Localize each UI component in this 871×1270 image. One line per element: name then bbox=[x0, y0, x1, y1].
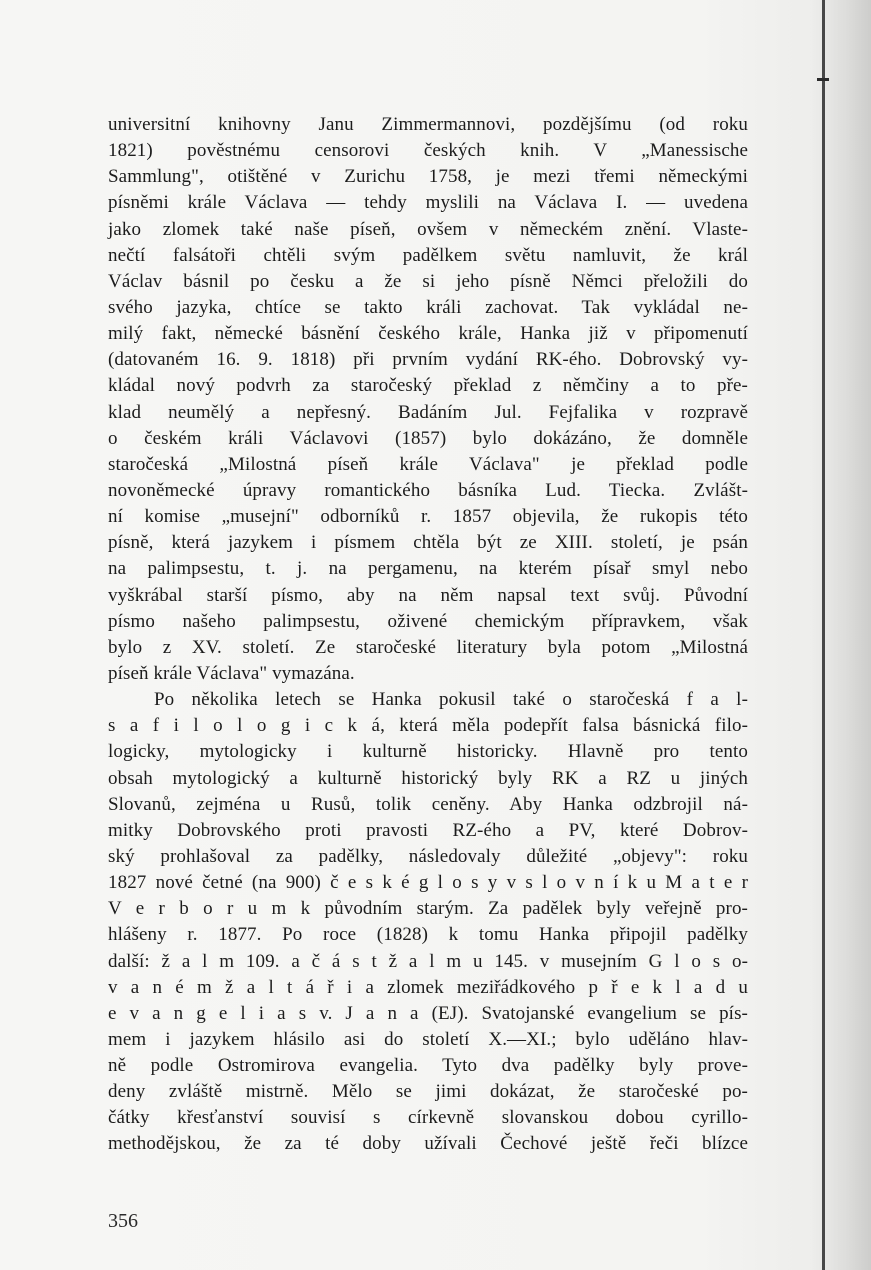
text-line: další: ž a l m 109. a č á s t ž a l m u 145. v musejním G l o s o- bbox=[108, 950, 748, 972]
text-line: 1827 nové četné (na 900) č e s k é g l o s y v s l o v n í k u M a t e r bbox=[108, 872, 748, 894]
text-line: obsah mytologický a kulturně historický byly RK a RZ u jiných bbox=[108, 767, 748, 789]
text-line: Sammlung", otištěné v Zurichu 1758, je mezi třemi německými bbox=[108, 166, 748, 188]
body-text bbox=[108, 112, 748, 1158]
text-line: novoněmecké úpravy romantického básníka Lud. Tiecka. Zvlášt- bbox=[108, 479, 748, 501]
page-number: 356 bbox=[108, 1210, 138, 1232]
binding-edge bbox=[822, 0, 825, 1270]
text-line: hlášeny r. 1877. Po roce (1828) k tomu Hanka připojil padělky bbox=[108, 924, 748, 946]
text-line: universitní knihovny Janu Zimmermannovi, pozdějšímu (od roku bbox=[108, 114, 748, 135]
paragraph-start-line: Po několika letech se Hanka pokusil také o staročeská f a l- bbox=[154, 689, 748, 711]
text-line: 1821) pověstnému censorovi českých knih. V „Manessische bbox=[108, 140, 748, 162]
binding-shadow bbox=[811, 0, 871, 1270]
text-line: V e r b o r u m k původním starým. Za padělek byly veřejně pro- bbox=[108, 898, 748, 920]
text-line: v a n é m ž a l t á ř i a zlomek meziřádkového p ř e k l a d u bbox=[108, 976, 748, 998]
text-line: kládal nový podvrh za staročeský překlad z němčiny a to pře- bbox=[108, 375, 748, 397]
text-line: písněmi krále Václava — tehdy myslili na Václava I. — uvedena bbox=[108, 192, 748, 214]
paragraph-end-line: píseň krále Václava" vymazána. bbox=[108, 662, 355, 684]
text-line: bylo z XV. století. Ze staročeské literatury byla potom „Milostná bbox=[108, 636, 748, 658]
text-line: e v a n g e l i a s v. J a n a (EJ). Svatojanské evangelium se pís- bbox=[108, 1002, 748, 1024]
text-line: svého jazyka, chtíce se takto králi zachovat. Tak vykládal ne- bbox=[108, 296, 748, 318]
text-line: s a f i l o l o g i c k á, která měla podepřít falsa básnická filo- bbox=[108, 715, 748, 737]
text-line: deny zvláště mistrně. Mělo se jimi dokázat, že staročeské po- bbox=[108, 1081, 748, 1103]
text-line: na palimpsestu, t. j. na pergamenu, na kterém písař smyl nebo bbox=[108, 558, 748, 580]
text-line: klad neumělý a nepřesný. Badáním Jul. Fejfalika v rozpravě bbox=[108, 401, 748, 423]
text-line: staročeská „Milostná píseň krále Václava" je překlad podle bbox=[108, 453, 748, 475]
text-line: Václav básnil po česku a že si jeho písně Němci přeložili do bbox=[108, 270, 748, 292]
text-line: o českém králi Václavovi (1857) bylo dokázáno, že domněle bbox=[108, 427, 748, 449]
text-line: methodějskou, že za té doby užívali Čechové ještě řeči blízce bbox=[108, 1133, 748, 1155]
text-line: ně podle Ostromirova evangelia. Tyto dva padělky byly prove- bbox=[108, 1055, 748, 1077]
text-line: písně, která jazykem i písmem chtěla být ze XIII. století, je psán bbox=[108, 532, 748, 554]
text-line: mitky Dobrovského proti pravosti RZ-ého a PV, které Dobrov- bbox=[108, 819, 748, 841]
text-line: (datovaném 16. 9. 1818) při prvním vydání RK-ého. Dobrovský vy- bbox=[108, 349, 748, 371]
binding-mark bbox=[817, 78, 829, 81]
text-line: logicky, mytologicky i kulturně historicky. Hlavně pro tento bbox=[108, 741, 748, 763]
text-line: ský prohlašoval za padělky, následovaly důležité „objevy": roku bbox=[108, 845, 748, 867]
text-line: mem i jazykem hlásilo asi do století X.—XI.; bylo uděláno hlav- bbox=[108, 1028, 748, 1050]
text-line: písmo našeho palimpsestu, oživené chemickým přípravkem, však bbox=[108, 610, 748, 632]
text-line: čátky křesťanství souvisí s církevně slovanskou dobou cyrillo- bbox=[108, 1107, 748, 1129]
text-line: milý fakt, německé básnění českého krále, Hanka již v připomenutí bbox=[108, 323, 748, 345]
text-line: jako zlomek také naše píseň, ovšem v německém znění. Vlaste- bbox=[108, 218, 748, 240]
text-line: nečtí falsátoři chtěli svým padělkem světu namluvit, že král bbox=[108, 244, 748, 266]
text-line: ní komise „musejní" odborníků r. 1857 objevila, že rukopis této bbox=[108, 506, 748, 528]
text-line: Slovanů, zejména u Rusů, tolik ceněny. Aby Hanka odzbrojil ná- bbox=[108, 793, 748, 815]
text-line: vyškrábal starší písmo, aby na něm napsal text svůj. Původní bbox=[108, 584, 748, 606]
